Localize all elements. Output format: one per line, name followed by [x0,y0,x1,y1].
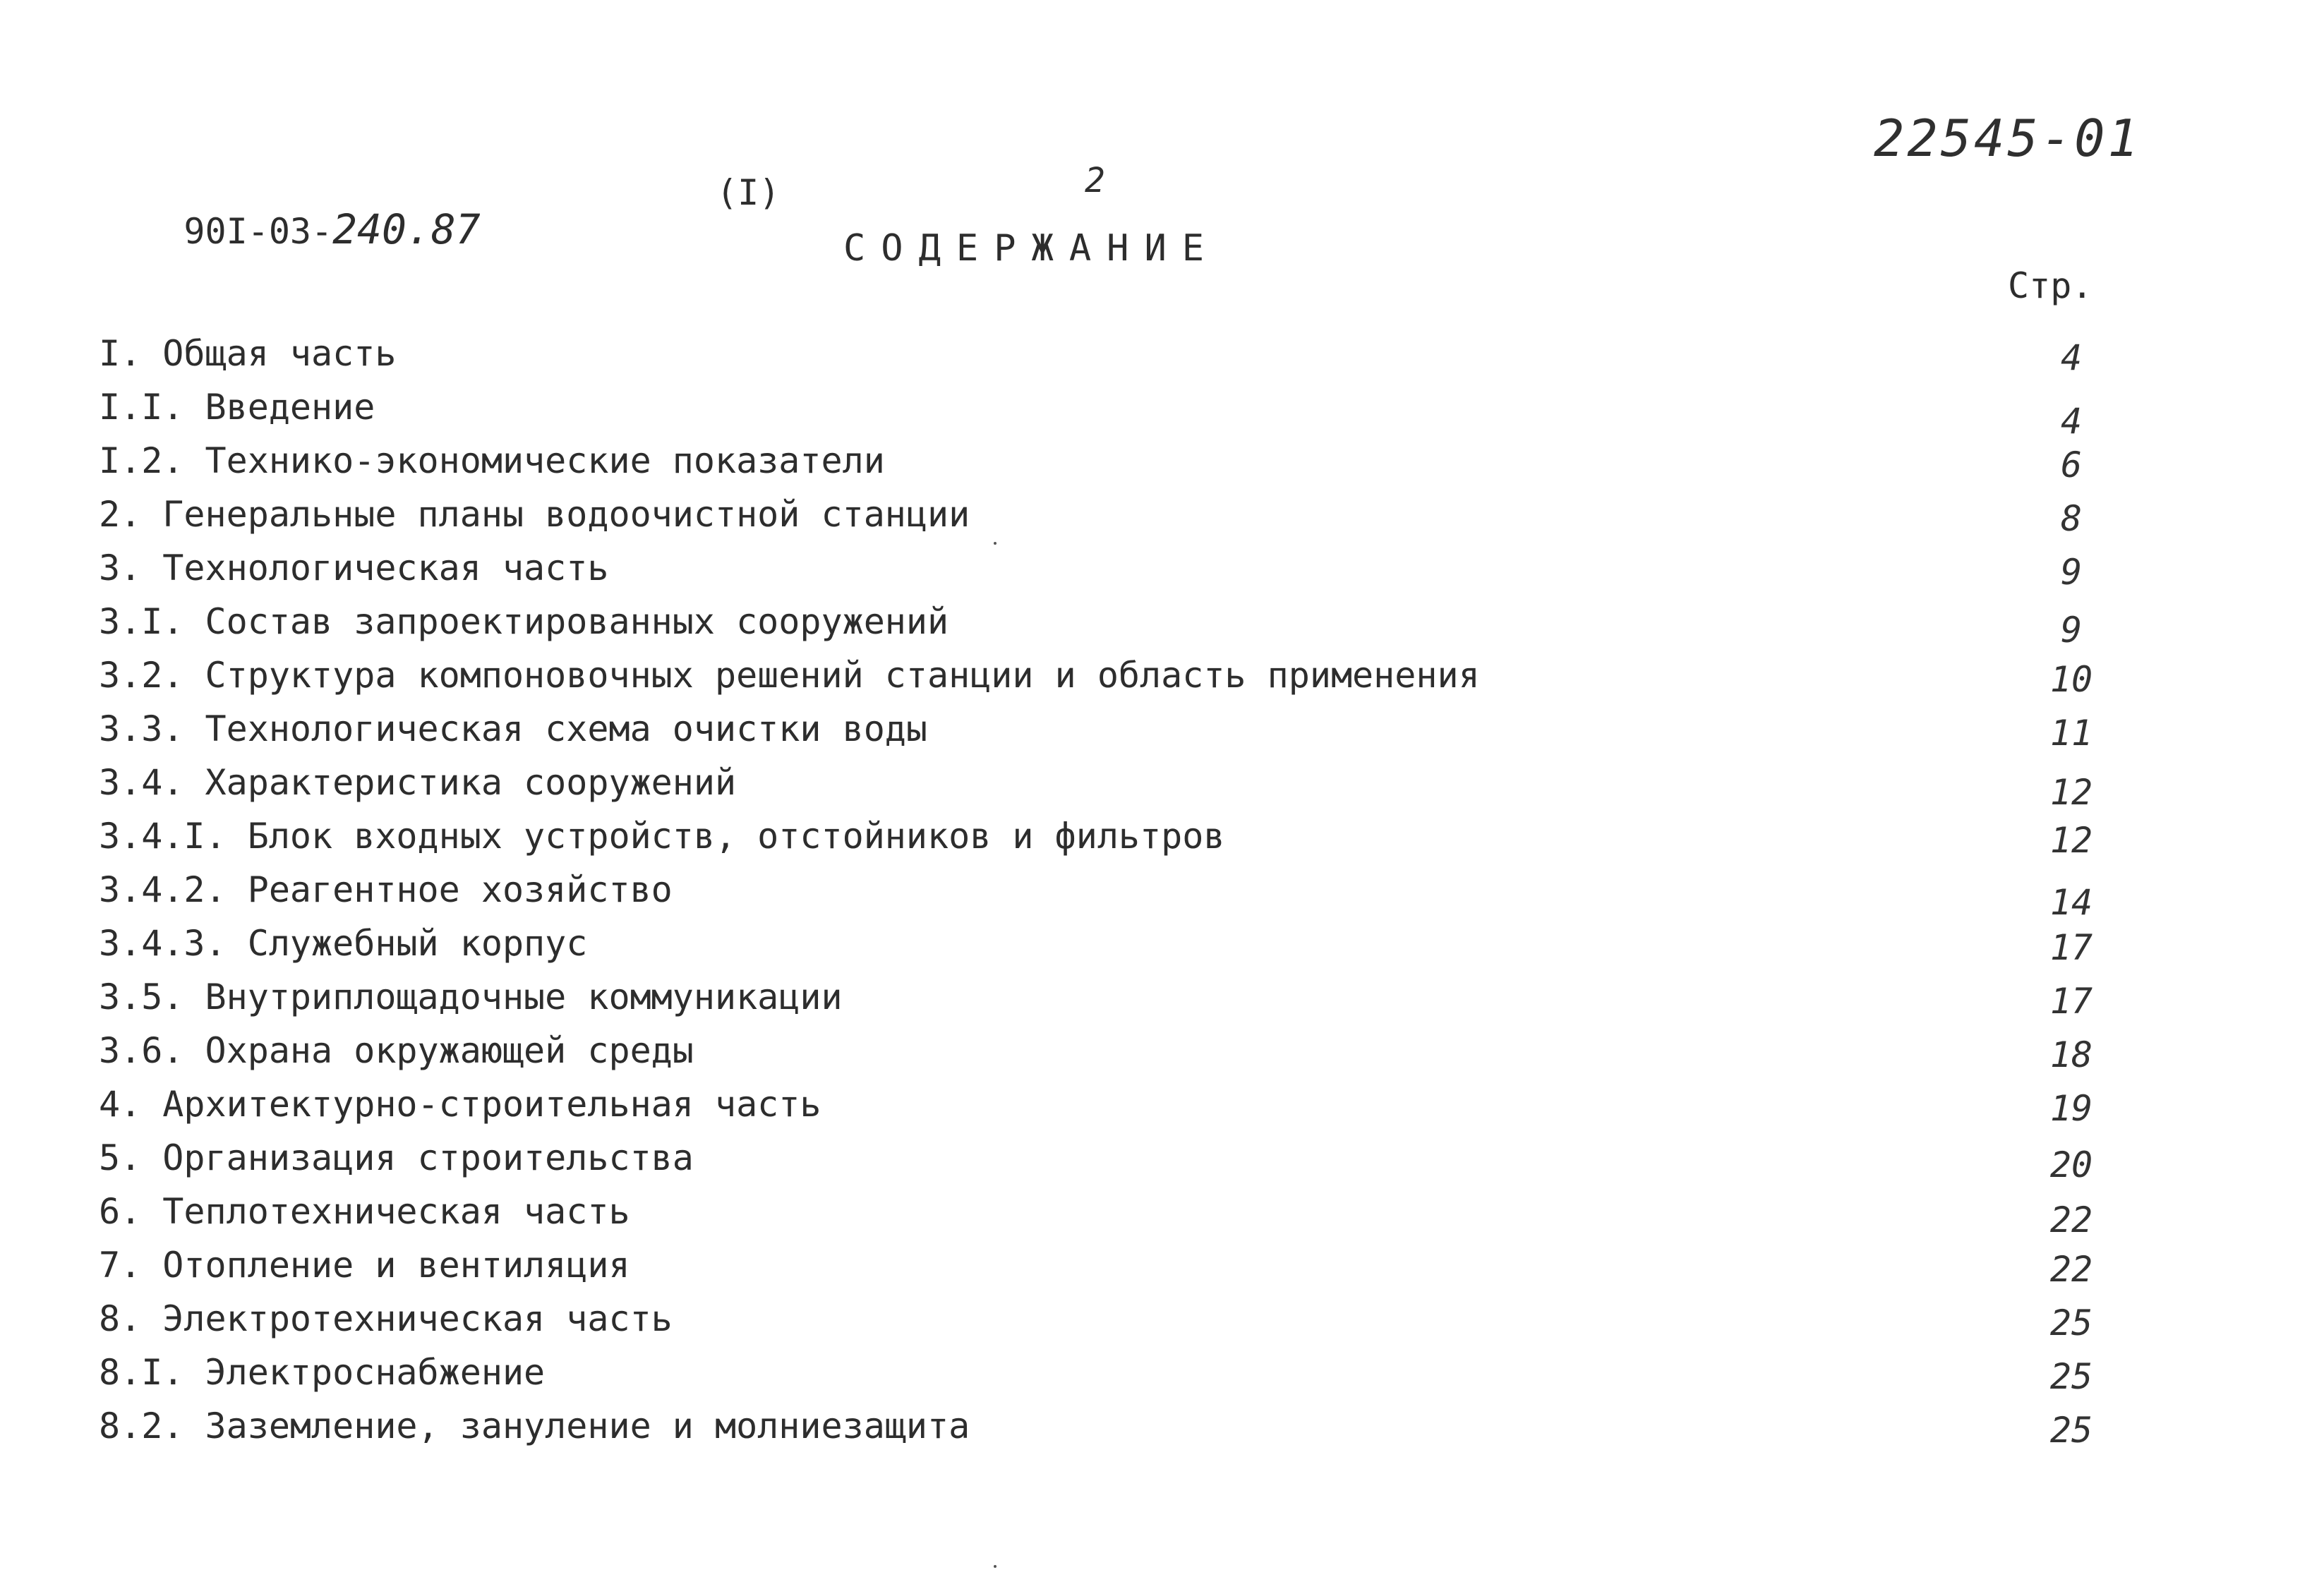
page-number: 2 [1085,161,1105,200]
toc-item-page: 9 [2060,610,2083,651]
toc-item-page: 6 [2060,445,2083,485]
toc-row [99,1247,2244,1301]
toc-row [99,440,2244,497]
toc-item-label: 7. Отопление и вентиляция [99,1245,630,1286]
toc-row [99,1298,2244,1355]
toc-row [99,389,2244,443]
toc-item-page: 18 [2049,1034,2093,1075]
scan-speck [994,542,997,545]
toc-row [99,1137,2244,1194]
toc-item-label: 3.3. Технологическая схема очистки воды [99,708,927,749]
toc-item-page: 12 [2049,820,2093,861]
toc-item-label: 3. Технологическая часть [99,548,609,588]
toc-item-label: 3.I. Состав запроектированных сооружений [99,601,949,642]
toc-item-page: 25 [2049,1303,2093,1343]
toc-item-page: 22 [2049,1200,2093,1240]
toc-row [99,550,2244,604]
document-code-typed: 90I-03- [183,211,333,252]
toc-item-page: 25 [2049,1356,2093,1397]
toc-item-label: 6. Теплотехническая часть [99,1191,630,1232]
toc-item-page: 19 [2049,1088,2093,1129]
toc-item-label: 3.2. Структура компоновочных решений станции и область применения [99,655,1480,696]
toc-item-page: 22 [2049,1249,2093,1290]
toc-item-label: 4. Архитектурно-строительная часть [99,1084,821,1125]
archive-number: 22545-01 [1874,109,2141,168]
toc-row [99,923,2244,979]
toc-item-page: 17 [2049,981,2093,1022]
toc-item-page: 12 [2049,772,2093,813]
toc-item-page: 10 [2049,659,2093,700]
toc-item-label: 5. Организация строительства [99,1137,694,1178]
toc-row [99,601,2244,658]
toc-row [99,762,2244,818]
toc-title: СОДЕРЖАНИЕ [843,227,1220,270]
toc-item-page: 11 [2049,713,2093,754]
toc-item-label: I.2. Технико-экономические показатели [99,440,885,481]
toc-row [99,1352,2244,1408]
toc-item-page: 9 [2060,552,2083,593]
toc-item-label: 3.6. Охрана окружающей среды [99,1030,694,1071]
toc-row [99,869,2244,926]
toc-item-label: 8. Электротехническая часть [99,1298,673,1339]
toc-item-label: 8.2. Заземление, зануление и молниезащита [99,1406,970,1446]
toc-row [99,655,2244,711]
toc-item-label: 3.4.3. Служебный корпус [99,923,588,964]
toc-item-page: 25 [2049,1410,2093,1451]
toc-item-page: 4 [2060,401,2083,442]
toc-row [99,979,2244,1033]
toc-item-label: 3.4.2. Реагентное хозяйство [99,869,673,910]
toc-row [99,333,2244,389]
toc-item-page: 17 [2049,927,2093,968]
toc-item-page: 4 [2060,337,2083,378]
document-code [99,174,481,285]
toc-item-label: 2. Генеральные планы водоочистной станции [99,494,970,535]
scan-speck [994,1565,997,1568]
toc-row [99,1408,2244,1462]
toc-list [99,333,2244,1462]
toc-item-label: 3.4. Характеристика сооружений [99,762,737,803]
toc-row [99,1191,2244,1247]
toc-item-label: 8.I. Электроснабжение [99,1352,546,1393]
part-number: (I) [716,172,781,213]
toc-item-label: I.I. Введение [99,387,375,428]
toc-item-page: 8 [2060,498,2083,539]
document-code-handwritten: 240.87 [332,205,481,253]
toc-row [99,818,2244,872]
toc-item-label: 3.4.I. Блок входных устройств, отстойников и фильтров [99,816,1225,857]
toc-item-label: I. Общая часть [99,333,397,374]
toc-row [99,1084,2244,1140]
toc-row [99,494,2244,550]
toc-row [99,708,2244,765]
toc-row [99,1030,2244,1087]
page-column-header: Стр. [2008,265,2093,306]
toc-item-label: 3.5. Внутриплощадочные коммуникации [99,977,843,1017]
toc-item-page: 20 [2049,1144,2093,1185]
toc-item-page: 14 [2049,882,2093,923]
